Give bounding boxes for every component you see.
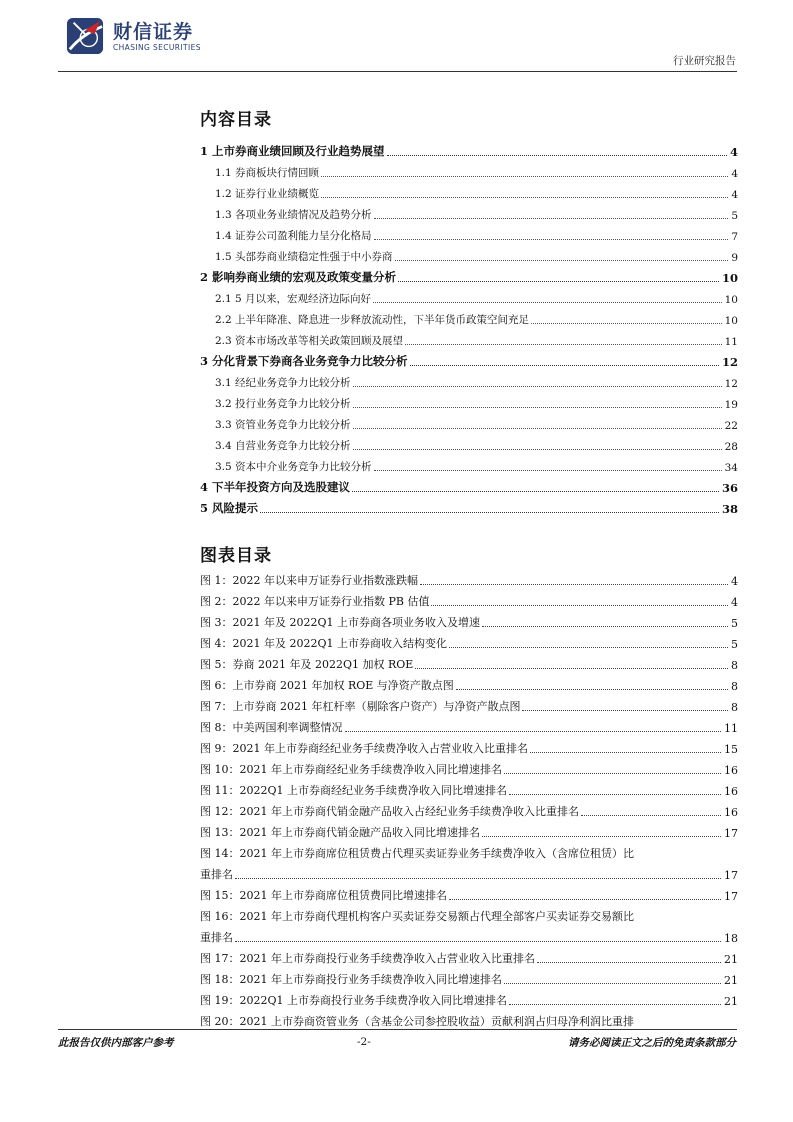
toc-entry[interactable] xyxy=(200,245,738,266)
dot-leader xyxy=(260,512,719,513)
dot-leader xyxy=(415,668,728,669)
dot-leader xyxy=(345,731,722,732)
toc-entry-title: 3.2 投行业务竞争力比较分析 xyxy=(215,398,351,410)
toc-entry-title: 3 分化背景下券商各业务竞争力比较分析 xyxy=(200,354,408,368)
toc-title: 内容目录 xyxy=(200,110,272,130)
figure-entry-title: 图 17：2021 年上市券商投行业务手续费净收入占营业收入比重排名 xyxy=(200,952,535,965)
figure-entry-title: 图 2：2022 年以来申万证券行业指数 PB 估值 xyxy=(200,595,430,608)
figure-entry-page: 21 xyxy=(724,995,738,1008)
figure-entry-page: 16 xyxy=(724,764,738,777)
toc-entry-page: 10 xyxy=(724,315,738,327)
dot-leader xyxy=(431,605,728,606)
dot-leader xyxy=(509,794,721,795)
dot-leader xyxy=(373,302,722,303)
toc-entry-title: 1.5 头部券商业绩稳定性强于中小券商 xyxy=(215,251,393,263)
toc-entry[interactable] xyxy=(200,203,738,224)
figure-entry-title: 图 13：2021 年上市券商代销金融产品收入同比增速排名 xyxy=(200,826,480,839)
figure-entry-title: 图 4：2021 年及 2022Q1 上市券商收入结构变化 xyxy=(200,637,447,650)
toc-entry-page: 34 xyxy=(724,462,738,474)
toc-entry-title: 2.3 资本市场改革等相关政策回顾及展望 xyxy=(215,335,404,347)
toc-entry[interactable] xyxy=(200,497,738,518)
dot-leader xyxy=(353,407,722,408)
figure-entry-title: 图 19：2022Q1 上市券商投行业务手续费净收入同比增速排名 xyxy=(200,994,507,1007)
figure-entry[interactable] xyxy=(200,737,738,758)
toc-entry-page: 10 xyxy=(721,271,738,285)
figure-entry-page: 4 xyxy=(731,575,738,588)
toc-entry-title: 1.3 各项业务业绩情况及趋势分析 xyxy=(215,209,372,221)
figure-entry-title: 图 11：2022Q1 上市券商经纪业务手续费净收入同比增速排名 xyxy=(200,784,507,797)
toc-entry-page: 38 xyxy=(721,502,738,516)
toc-entry-title: 1.2 证券行业业绩概览 xyxy=(215,188,320,200)
toc-entry[interactable] xyxy=(200,350,738,371)
toc-entry-page: 19 xyxy=(724,399,738,411)
figure-entry-title-cont: 重排名 xyxy=(200,931,233,944)
figure-entry-title: 图 18：2021 年上市券商投行业务手续费净收入同比增速排名 xyxy=(200,973,502,986)
dot-leader xyxy=(387,155,727,156)
toc-entry-page: 9 xyxy=(731,252,738,264)
dot-leader xyxy=(449,647,728,648)
dot-leader xyxy=(456,689,728,690)
figure-entry[interactable] xyxy=(200,632,738,653)
dot-leader xyxy=(374,470,722,471)
figure-entry-title: 图 15：2021 年上市券商席位租赁费同比增速排名 xyxy=(200,889,447,902)
dot-leader xyxy=(581,815,721,816)
footer-divider xyxy=(58,1029,737,1030)
figure-entry-title: 图 1：2022 年以来申万证券行业指数涨跌幅 xyxy=(200,574,418,587)
page-number: -2- xyxy=(357,1036,371,1048)
figure-list xyxy=(200,569,738,1031)
dot-leader xyxy=(410,365,719,366)
page-header xyxy=(0,0,793,70)
figure-entry[interactable] xyxy=(200,716,738,737)
figure-entry[interactable] xyxy=(200,758,738,779)
figure-entry[interactable] xyxy=(200,611,738,632)
toc-list xyxy=(200,140,738,518)
figure-entry-page: 8 xyxy=(731,680,738,693)
toc-entry-page: 4 xyxy=(731,168,738,180)
figure-entry-title: 图 9：2021 年上市券商经纪业务手续费净收入占营业收入比重排名 xyxy=(200,742,528,755)
figure-entry-title: 图 10：2021 年上市券商经纪业务手续费净收入同比增速排名 xyxy=(200,763,502,776)
figure-entry[interactable] xyxy=(200,1010,738,1031)
toc-entry-page: 7 xyxy=(731,231,738,243)
toc-entry[interactable] xyxy=(200,434,738,455)
dot-leader xyxy=(398,281,719,282)
dot-leader xyxy=(235,878,721,879)
figure-entry-title: 图 3：2021 年及 2022Q1 上市券商各项业务收入及增速 xyxy=(200,616,480,629)
toc-entry-page: 10 xyxy=(724,294,738,306)
dot-leader xyxy=(531,323,722,324)
dot-leader xyxy=(504,983,721,984)
figure-entry[interactable] xyxy=(200,947,738,968)
toc-entry[interactable] xyxy=(200,455,738,476)
figure-entry-title: 图 7：上市券商 2021 年杠杆率（剔除客户资产）与净资产散点图 xyxy=(200,700,521,713)
dot-leader xyxy=(321,197,728,198)
figure-entry-title: 图 6：上市券商 2021 年加权 ROE 与净资产散点图 xyxy=(200,679,454,692)
toc-entry-title: 3.1 经纪业务竞争力比较分析 xyxy=(215,377,351,389)
figure-entry-page: 17 xyxy=(724,869,738,882)
figure-entry[interactable] xyxy=(200,989,738,1010)
figure-entry-page: 5 xyxy=(731,638,738,651)
figure-entry-line xyxy=(200,863,738,884)
figure-entry-page: 8 xyxy=(731,659,738,672)
figure-entry-title: 图 16：2021 年上市券商代理机构客户买卖证券交易额占代理全部客户买卖证券交易额比 xyxy=(200,910,634,923)
footer-disclaimer-left: 此报告仅供内部客户参考 xyxy=(58,1037,174,1049)
toc-entry-title: 4 下半年投资方向及选股建议 xyxy=(200,480,351,494)
toc-entry[interactable] xyxy=(200,161,738,182)
figure-entry-page: 5 xyxy=(731,617,738,630)
figure-entry-page: 11 xyxy=(724,722,738,735)
figure-entry[interactable] xyxy=(200,821,738,842)
figure-entry-page: 18 xyxy=(724,932,738,945)
figure-entry-page: 21 xyxy=(724,953,738,966)
toc-entry-title: 5 风险提示 xyxy=(200,501,259,515)
figure-entry[interactable] xyxy=(200,695,738,716)
brand-name-cn: 财信证券 xyxy=(113,21,194,43)
figure-entry-title: 图 8：中美两国利率调整情况 xyxy=(200,721,343,734)
figure-entry[interactable] xyxy=(200,842,738,884)
dot-leader xyxy=(374,239,729,240)
dot-leader xyxy=(509,1004,721,1005)
dot-leader xyxy=(235,941,721,942)
toc-entry-page: 5 xyxy=(731,210,738,222)
toc-entry-title: 1.4 证券公司盈利能力呈分化格局 xyxy=(215,230,372,242)
figure-entry-page: 21 xyxy=(724,974,738,987)
toc-entry-title: 1.1 券商板块行情回顾 xyxy=(215,167,320,179)
dot-leader xyxy=(353,449,722,450)
toc-entry[interactable] xyxy=(200,308,738,329)
toc-entry[interactable] xyxy=(200,224,738,245)
toc-entry[interactable] xyxy=(200,413,738,434)
toc-entry-page: 22 xyxy=(724,420,738,432)
toc-entry-title: 2 影响券商业绩的宏观及政策变量分析 xyxy=(200,270,397,284)
dot-leader xyxy=(374,218,729,219)
dot-leader xyxy=(352,491,719,492)
dot-leader xyxy=(321,176,728,177)
toc-entry-title: 2.1 5 月以来，宏观经济边际向好 xyxy=(215,293,372,305)
figure-entry-title: 图 5：券商 2021 年及 2022Q1 加权 ROE xyxy=(200,658,414,671)
figure-entry-page: 4 xyxy=(731,596,738,609)
toc-entry[interactable] xyxy=(200,182,738,203)
toc-entry-page: 12 xyxy=(721,355,738,369)
figure-entry[interactable] xyxy=(200,653,738,674)
toc-entry-page: 12 xyxy=(724,378,738,390)
dot-leader xyxy=(420,584,728,585)
figure-entry[interactable] xyxy=(200,569,738,590)
toc-entry[interactable] xyxy=(200,266,738,287)
dot-leader xyxy=(537,962,721,963)
toc-entry[interactable] xyxy=(200,476,738,497)
footer-disclaimer-right: 请务必阅读正文之后的免责条款部分 xyxy=(568,1037,736,1049)
document-type: 行业研究报告 xyxy=(673,55,736,67)
figure-entry[interactable] xyxy=(200,779,738,800)
toc-entry-page: 36 xyxy=(721,481,738,495)
toc-entry-page: 11 xyxy=(724,336,738,348)
toc-entry[interactable] xyxy=(200,287,738,308)
toc-entry-title: 1 上市券商业绩回顾及行业趋势展望 xyxy=(200,144,385,158)
toc-entry[interactable] xyxy=(200,392,738,413)
figure-entry-title-cont: 重排名 xyxy=(200,868,233,881)
figure-entry[interactable] xyxy=(200,905,738,947)
figure-list-title: 图表目录 xyxy=(200,546,272,566)
dot-leader xyxy=(530,752,721,753)
figure-entry-page: 16 xyxy=(724,806,738,819)
figure-entry-title: 图 20：2021 上市券商资管业务（含基金公司参控股收益）贡献利润占归母净利润比重排 xyxy=(200,1015,634,1028)
toc-entry-title: 2.2 上半年降准、降息进一步释放流动性，下半年货币政策空间充足 xyxy=(215,314,530,326)
figure-entry-page: 17 xyxy=(724,827,738,840)
toc-entry[interactable] xyxy=(200,329,738,350)
figure-entry[interactable] xyxy=(200,884,738,905)
figure-entry-line xyxy=(200,926,738,947)
figure-entry-line xyxy=(200,842,738,863)
dot-leader xyxy=(353,386,722,387)
dot-leader xyxy=(522,710,728,711)
toc-entry[interactable] xyxy=(200,371,738,392)
figure-entry[interactable] xyxy=(200,968,738,989)
dot-leader xyxy=(395,260,729,261)
toc-entry-page: 4 xyxy=(729,145,738,159)
brand-name-en: CHASING SECURITIES xyxy=(113,43,201,52)
toc-entry-title: 3.4 自营业务竞争力比较分析 xyxy=(215,440,351,452)
dot-leader xyxy=(353,428,722,429)
toc-entry[interactable] xyxy=(200,140,738,161)
figure-entry-line xyxy=(200,905,738,926)
figure-entry-page: 8 xyxy=(731,701,738,714)
toc-entry-page: 28 xyxy=(724,441,738,453)
header-divider xyxy=(58,71,737,72)
dot-leader xyxy=(504,773,721,774)
figure-entry-title: 图 14：2021 年上市券商席位租赁费占代理买卖证券业务手续费净收入（含席位租赁）比 xyxy=(200,847,634,860)
figure-entry-page: 15 xyxy=(724,743,738,756)
figure-entry[interactable] xyxy=(200,674,738,695)
toc-entry-title: 3.3 资管业务竞争力比较分析 xyxy=(215,419,351,431)
dot-leader xyxy=(482,836,721,837)
figure-entry[interactable] xyxy=(200,590,738,611)
figure-entry[interactable] xyxy=(200,800,738,821)
figure-entry-title: 图 12：2021 年上市券商代销金融产品收入占经纪业务手续费净收入比重排名 xyxy=(200,805,579,818)
figure-entry-page: 17 xyxy=(724,890,738,903)
dot-leader xyxy=(482,626,728,627)
figure-entry-page: 16 xyxy=(724,785,738,798)
toc-entry-page: 4 xyxy=(731,189,738,201)
toc-entry-title: 3.5 资本中介业务竞争力比较分析 xyxy=(215,461,372,473)
chasing-securities-logo-icon xyxy=(66,17,104,55)
dot-leader xyxy=(405,344,722,345)
dot-leader xyxy=(449,899,721,900)
